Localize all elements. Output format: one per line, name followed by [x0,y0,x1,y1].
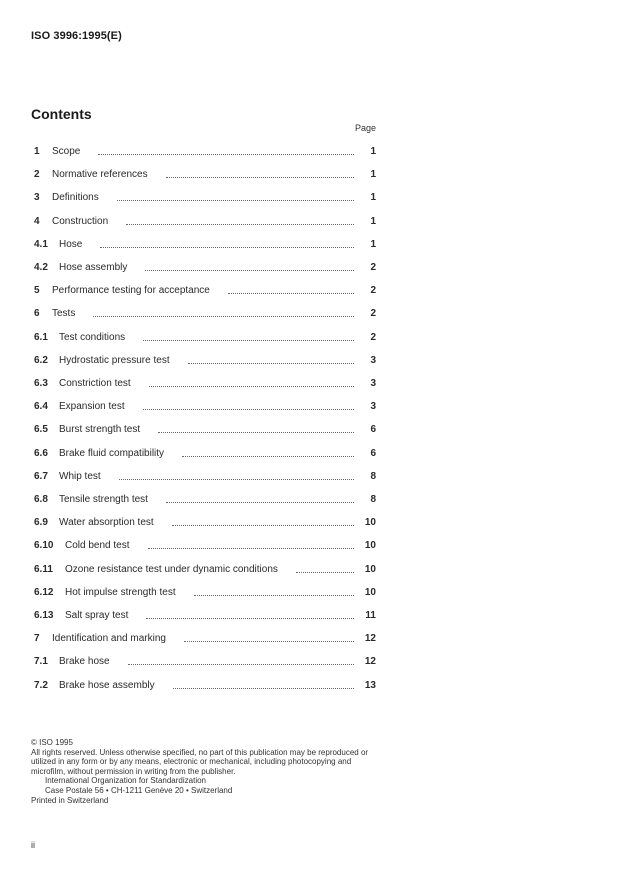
copyright-line: © ISO 1995 [31,738,73,747]
toc-entry-title: Ozone resistance test under dynamic conditions [65,563,278,575]
toc-entry-number: 6.9 [34,517,48,529]
toc-entry-number: 7.1 [34,656,48,668]
toc-entry-page: 1 [370,238,376,250]
toc-dot-leader [149,386,354,387]
toc-entry-number: 3 [34,192,40,204]
toc-dot-leader [188,363,354,364]
toc-entry-title: Definitions [52,192,99,204]
toc-entry-number: 4.1 [34,238,48,250]
toc-entry-title: Scope [52,146,81,157]
toc-dot-leader [148,548,354,549]
toc-dot-leader [145,270,354,271]
toc-entry-title: Test conditions [59,331,126,343]
toc-entry-page: 10 [364,517,376,529]
toc-entry-title: Hydrostatic pressure test [59,354,170,366]
toc-entry-number: 6.1 [34,331,48,343]
toc-entry-title: Performance testing for acceptance [52,285,210,297]
toc-entry [34,465,376,488]
toc-entry-page: 3 [370,378,376,389]
toc-entry-title: Cold bend test [65,540,130,552]
toc-entry [34,488,376,511]
toc-entry-number: 6.3 [34,378,48,389]
toc-dot-leader [146,618,354,619]
toc-entry-number: 6.12 [34,586,54,598]
toc-dot-leader [166,502,354,503]
toc-entry-number: 6.5 [34,424,48,436]
toc-entry [34,558,376,581]
toc-entry [34,674,376,697]
toc-entry-title: Whip test [59,470,101,482]
toc-entry [34,140,376,163]
toc-entry [34,349,376,372]
toc-entry-number: 7.2 [34,679,48,691]
toc-dot-leader [128,664,354,665]
toc-entry-number: 6.7 [34,470,48,482]
toc-dot-leader [158,432,354,433]
toc-entry-page: 8 [370,470,376,482]
toc-entry-title: Brake hose [59,656,110,668]
toc-entry-title: Brake hose assembly [59,679,155,691]
toc-entry-title: Water absorption test [59,517,154,529]
toc-entry-page: 1 [370,169,376,181]
organization-address: Case Postale 56 • CH-1211 Genève 20 • Switzerland [45,785,233,795]
toc-entry-page: 2 [370,262,376,273]
toc-entry-page: 1 [370,192,376,204]
toc-entry-page: 8 [370,494,376,505]
toc-dot-leader [228,293,354,294]
toc-entry-number: 6.10 [34,540,54,552]
toc-entry-title: Brake fluid compatibility [59,447,165,459]
toc-entry-page: 11 [365,610,376,621]
toc-entry-page: 1 [370,146,376,157]
toc-entry [34,395,376,418]
toc-dot-leader [143,340,354,341]
toc-dot-leader [184,641,354,642]
toc-entry-page: 12 [364,656,376,668]
toc-entry-number: 6.13 [34,610,54,621]
toc-dot-leader [126,224,354,225]
toc-dot-leader [100,247,354,248]
toc-entry-number: 4.2 [34,262,48,273]
toc-entry-title: Burst strength test [59,424,141,436]
page-folio: ii [31,840,35,850]
organization-name: International Organization for Standardization [45,776,206,786]
toc-entry-page: 10 [364,563,376,575]
toc-entry [34,534,376,557]
toc-dot-leader [119,479,354,480]
toc-entry-page: 13 [364,679,376,691]
toc-entry-number: 4 [34,215,40,227]
toc-entry-title: Identification and marking [52,633,166,645]
toc-entry-page: 1 [370,215,376,227]
toc-dot-leader [182,456,354,457]
toc-entry-title: Tests [52,308,76,320]
toc-entry [34,418,376,441]
rights-statement: All rights reserved. Unless otherwise specified, no part of this publication may be reproduced or utilized in any form or by any means, electronic or mechanical, including photocopying and microfilm, without permission in writing from the publisher. [31,747,369,776]
toc-entry [34,627,376,650]
toc-entry-title: Normative references [52,169,148,181]
toc-entry-title: Hose assembly [59,262,128,273]
toc-entry [34,233,376,256]
toc-dot-leader [143,409,354,410]
toc-entry-number: 6.2 [34,354,48,366]
toc-entry-number: 6.8 [34,494,48,505]
toc-entry [34,326,376,349]
toc-entry [34,650,376,673]
toc-entry [34,442,376,465]
toc-entry-title: Tensile strength test [59,494,148,505]
toc-entry-page: 6 [370,424,376,436]
toc-entry-page: 2 [370,285,376,297]
toc-entry-page: 10 [364,586,376,598]
toc-entry-number: 6.4 [34,401,48,413]
toc-dot-leader [173,688,354,689]
toc-entry [34,302,376,325]
copyright-notice [31,738,377,805]
toc-entry-page: 2 [370,331,376,343]
toc-entry [34,511,376,534]
toc-entry [34,186,376,209]
toc-entry-page: 3 [370,354,376,366]
toc-entry-page: 10 [364,540,376,552]
toc-entry-number: 6 [34,308,40,320]
contents-heading: Contents [31,106,92,122]
page-column-label: Page [355,123,377,133]
toc-dot-leader [194,595,354,596]
toc-entry [34,372,376,395]
toc-entry-title: Expansion test [59,401,125,413]
toc-entry-number: 5 [34,285,40,297]
toc-dot-leader [117,200,354,201]
toc-entry-number: 1 [34,146,40,157]
toc-entry-title: Hot impulse strength test [65,586,176,598]
toc-entry-page: 3 [370,401,376,413]
toc-entry [34,163,376,186]
toc-entry-page: 6 [370,447,376,459]
toc-entry-title: Salt spray test [65,610,129,621]
toc-entry-title: Construction [52,215,109,227]
toc-entry [34,604,376,627]
toc-dot-leader [296,572,354,573]
printed-in: Printed in Switzerland [31,795,109,805]
toc-dot-leader [98,154,354,155]
toc-entry-number: 7 [34,633,40,645]
toc-entry-title: Hose [59,238,83,250]
toc-dot-leader [166,177,354,178]
toc-entry-title: Constriction test [59,378,131,389]
document-id: ISO 3996:1995(E) [31,30,122,42]
toc-dot-leader [172,525,354,526]
toc-entry [34,279,376,302]
toc-dot-leader [93,316,354,317]
toc-entry [34,581,376,604]
toc-entry-number: 6.6 [34,447,48,459]
toc-entry [34,210,376,233]
toc-entry-number: 6.11 [34,563,53,575]
toc-entry [34,256,376,279]
toc-entry-page: 2 [370,308,376,320]
toc-entry-page: 12 [364,633,376,645]
toc-entry-number: 2 [34,169,40,181]
